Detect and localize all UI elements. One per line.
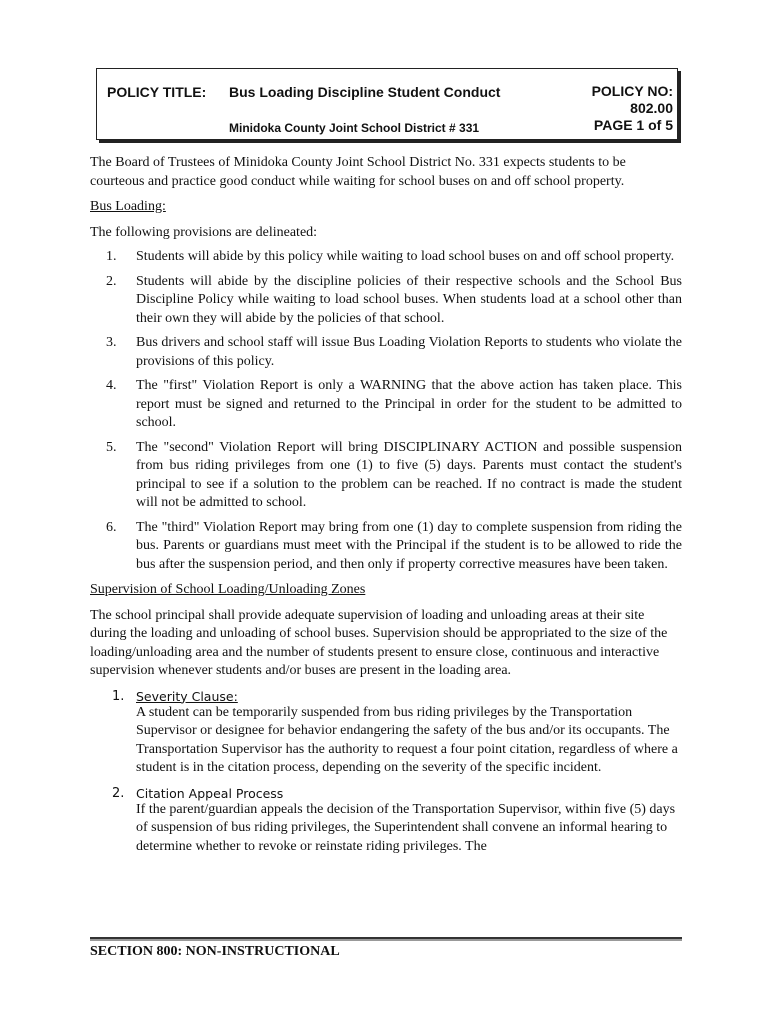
footer-rule bbox=[90, 937, 682, 939]
list-item: 1. Students will abide by this policy while waiting to load school buses on and off school property. bbox=[106, 249, 675, 264]
clause-heading: Citation Appeal Process bbox=[136, 785, 284, 801]
policy-number-block bbox=[592, 83, 673, 134]
bus-loading-heading: Bus Loading: bbox=[90, 199, 166, 214]
bus-loading-list bbox=[90, 248, 682, 574]
clause-text: If the parent/guardian appeals the decision of the Transportation Supervisor, within five (5) days of suspension of bus riding privileges, the Superintendent shall convene an informal hearing to determine whether to revoke or reinstate riding privileges. The bbox=[136, 801, 676, 854]
policy-no: 802.00 bbox=[630, 100, 673, 116]
list-item: 2. Students will abide by the discipline policies of their respective schools and the School Bus Discipline Policy while waiting to load school buses. When students load at a school other than their own they will abide by the policies of that school. bbox=[106, 273, 682, 326]
page-indicator: PAGE 1 of 5 bbox=[593, 117, 673, 133]
list-item: 6. The "third" Violation Report may bring from one (1) day to complete suspension from riding the bus. Parents or guardians must meet with the Principal if the student is to be allowed to ride the bus after the suspension period, and then only if property corrective measures have been taken. bbox=[106, 519, 682, 572]
supervision-heading: Supervision of School Loading/Unloading Zones bbox=[90, 582, 366, 597]
supervision-paragraph: The school principal shall provide adequate supervision of loading and unloading areas at their site during the loading and unloading of school buses. Supervision should be appropriated to the size of the loading/unloading area and the number of students present to ensure close, continuous and interactive supervision whenever students and/or buses are present in the loading area. bbox=[90, 607, 668, 678]
intro-paragraph: The Board of Trustees of Minidoka County Joint School District No. 331 expects students to be courteous and practice good conduct while waiting for school buses on and off school property. bbox=[90, 155, 626, 189]
policy-header-box bbox=[96, 68, 678, 140]
citation-appeal-clause: 2. Citation Appeal Process If the parent/guardian appeals the decision of the Transportation Supervisor, within five (5) days of suspension of bus riding privileges, the Superintendent shall convene an informal hearing to determine whether to revoke or reinstate riding privileges. The bbox=[90, 786, 682, 857]
district-name: Minidoka County Joint School District # 331 bbox=[229, 121, 480, 135]
bus-loading-lead: The following provisions are delineated: bbox=[90, 224, 318, 240]
section-footer: SECTION 800: NON-INSTRUCTIONAL bbox=[90, 944, 340, 959]
policy-title: Bus Loading Discipline Student Conduct bbox=[229, 84, 501, 100]
list-item: 5. The "second" Violation Report will bring DISCIPLINARY ACTION and possible suspension from bus riding privileges from one (1) to five (5) days. Parents must contact the student's principal to see if a solution to the problem can be reached. If no contract is made the student will not be admitted to school. bbox=[106, 439, 682, 510]
policy-title-label: POLICY TITLE: bbox=[107, 84, 207, 100]
list-item: 3. Bus drivers and school staff will issue Bus Loading Violation Reports to students who violate the provisions of this policy. bbox=[106, 335, 682, 369]
document-body bbox=[90, 154, 682, 856]
policy-no-label: POLICY NO: bbox=[591, 83, 673, 99]
list-item: 4. The "first" Violation Report is only a WARNING that the above action has taken place. This report must be signed and returned to the Principal in order for the student to be admitted to school. bbox=[106, 378, 682, 430]
severity-clause: 1. Severity Clause: A student can be temporarily suspended from bus riding privileges by the Transportation Supervisor or designee for behavior endangering the safety of the bus and/or its occupants. The Transportation Supervisor has the authority to request a four point citation, regardless of where a student is in the citation process, depending on the severity of the specific incident. bbox=[90, 689, 682, 778]
clause-heading: Severity Clause: bbox=[136, 688, 238, 704]
clause-text: A student can be temporarily suspended from bus riding privileges by the Transportation Supervisor or designee for behavior endangering the safety of the bus and/or its occupants. The Transportation Supervisor has the authority to request a four point citation, regardless of where a student is in the citation process, depending on the severity of the specific incident. bbox=[136, 704, 678, 775]
